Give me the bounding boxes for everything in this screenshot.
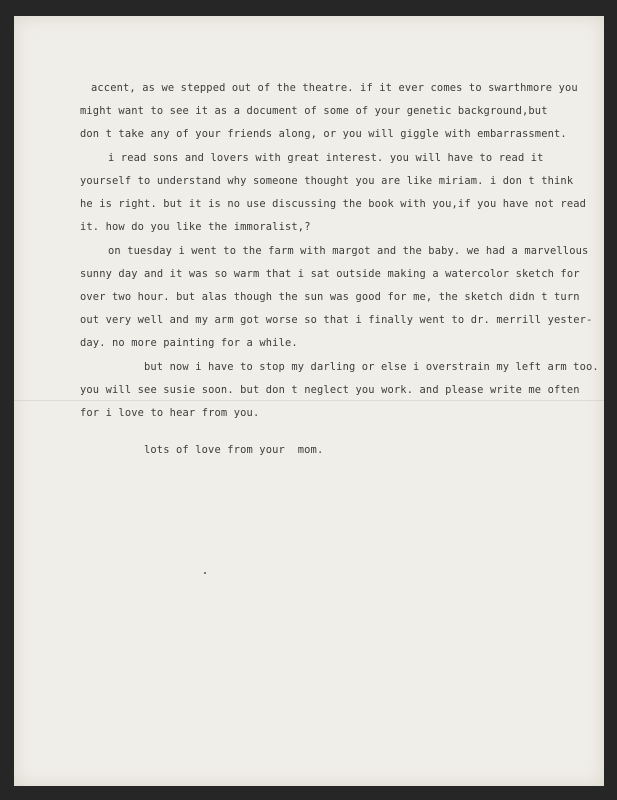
- letter-line-8: on tuesday i went to the farm with margot and the baby. we had a marvellous: [108, 245, 589, 257]
- letter-line-11: out very well and my arm got worse so that i finally went to dr. merrill yester-: [80, 314, 593, 326]
- letter-closing: lots of love from your mom.: [144, 444, 324, 456]
- letter-line-3: don t take any of your friends along, or you will giggle with embarrassment.: [80, 128, 567, 140]
- letter-line-10: over two hour. but alas though the sun was good for me, the sketch didn t turn: [80, 291, 580, 303]
- ink-speck: [204, 572, 206, 574]
- letter-page: [14, 16, 604, 786]
- letter-line-2: might want to see it as a document of some of your genetic background,but: [80, 105, 548, 117]
- letter-line-14: you will see susie soon. but don t neglect you work. and please write me often: [80, 384, 580, 396]
- letter-line-6: he is right. but it is no use discussing the book with you,if you have not read: [80, 198, 587, 210]
- letter-line-13: but now i have to stop my darling or else i overstrain my left arm too.: [144, 361, 599, 373]
- letter-line-9: sunny day and it was so warm that i sat outside making a watercolor sketch for: [80, 268, 580, 280]
- letter-line-1: accent, as we stepped out of the theatre. if it ever comes to swarthmore you: [91, 82, 578, 94]
- letter-line-4: i read sons and lovers with great interest. you will have to read it: [108, 152, 544, 164]
- letter-line-15: for i love to hear from you.: [80, 407, 260, 419]
- paper-fold: [14, 400, 604, 401]
- letter-line-5: yourself to understand why someone thought you are like miriam. i don t think: [80, 175, 574, 187]
- letter-line-7: it. how do you like the immoralist,?: [80, 221, 311, 233]
- letter-line-12: day. no more painting for a while.: [80, 337, 298, 349]
